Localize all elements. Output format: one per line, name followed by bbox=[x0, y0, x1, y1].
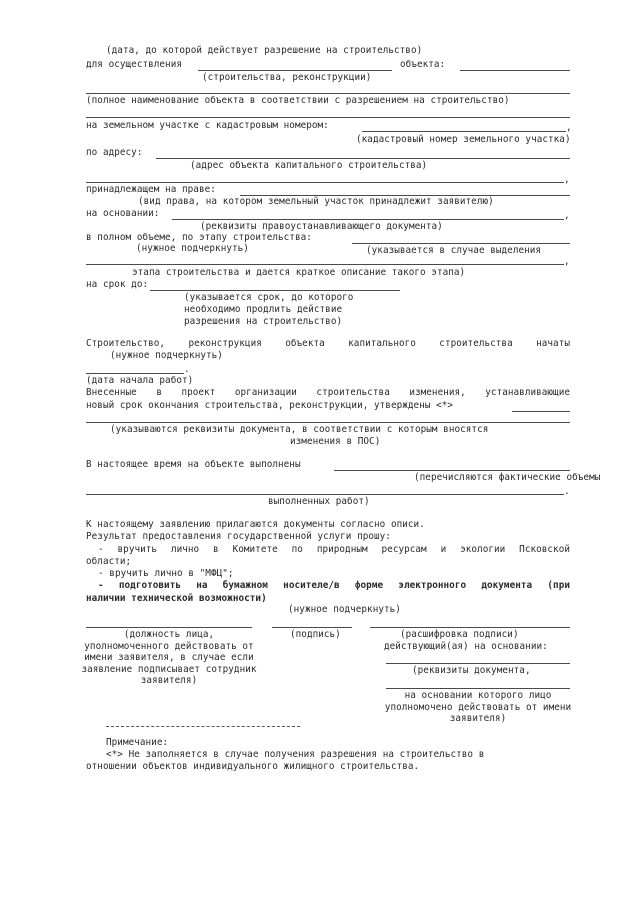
option-3-line-1[interactable]: - подготовить на бумажном носителе/в форме электронного документа (при bbox=[98, 580, 570, 591]
cadastral-caption: (кадастровый номер земельного участка) bbox=[356, 134, 571, 145]
address-prefix: по адресу: bbox=[86, 147, 143, 158]
position-line[interactable] bbox=[86, 627, 252, 628]
purpose-line[interactable] bbox=[198, 70, 392, 71]
stage-caption-2: этапа строительства и дается краткое описание такого этапа) bbox=[132, 267, 466, 278]
option-1-line-1[interactable]: - вручить лично в Комитете по природным ресурсам и экологии Псковской bbox=[98, 544, 570, 555]
sign-caption: (подпись) bbox=[290, 629, 341, 640]
basis-caption: (реквизиты правоустанавливающего документа) bbox=[200, 221, 443, 232]
address-caption: (адрес объекта капитального строительства) bbox=[190, 160, 428, 171]
done-comma: . bbox=[564, 486, 570, 497]
changes-line[interactable] bbox=[512, 411, 570, 412]
started-line: Строительство, реконструкция объекта капитального строительства начаты bbox=[86, 338, 570, 349]
cadastral-prefix: на земельном участке с кадастровым номером: bbox=[86, 120, 329, 131]
address-line[interactable] bbox=[156, 158, 570, 159]
doc-basis-caption: на основании которого лицо уполномочено действовать от имени заявителя) bbox=[384, 690, 572, 724]
purpose-object-line[interactable] bbox=[460, 70, 570, 71]
purpose-prefix: для осуществления bbox=[86, 59, 183, 70]
object-name-line[interactable] bbox=[86, 93, 570, 94]
doc-line[interactable] bbox=[386, 688, 570, 689]
decode-caption: (расшифровка подписи) bbox=[400, 629, 519, 640]
term-caption-3: разрешения на строительство) bbox=[184, 316, 343, 327]
note-separator bbox=[106, 726, 300, 727]
cadastral-line[interactable] bbox=[362, 131, 566, 132]
volume-underline-caption: (нужное подчеркнуть) bbox=[136, 243, 249, 254]
docs-caption-2: изменения в ПОС) bbox=[290, 436, 381, 447]
done-caption-1: (перечисляются фактические объемы bbox=[414, 472, 601, 483]
done-prefix: В настоящее время на объекте выполнены bbox=[86, 459, 301, 470]
changes-line-2: новый срок окончания строительства, реконструкции, утверждены <*> bbox=[86, 400, 454, 411]
address-line-2[interactable] bbox=[86, 182, 564, 183]
started-underline-caption: (нужное подчеркнуть) bbox=[110, 350, 223, 361]
term-prefix: на срок до: bbox=[86, 279, 149, 290]
purpose-caption: (строительства, реконструкции) bbox=[202, 72, 372, 83]
term-caption-2: необходимо продлить действие bbox=[184, 304, 343, 315]
term-line[interactable] bbox=[150, 290, 400, 291]
option-1-line-2: области; bbox=[86, 556, 132, 567]
done-caption-2: выполненных работ) bbox=[268, 496, 370, 507]
volume-text: в полном объеме, по этапу строительства: bbox=[86, 232, 312, 243]
basis-comma: , bbox=[564, 210, 570, 221]
stage-line[interactable] bbox=[352, 243, 570, 244]
position-caption: (должность лица, уполномоченного действовать от имени заявителя, в случае если заявление подписывает сотрудник заявителя) bbox=[81, 629, 257, 686]
option-3-line-2: наличии технической возможности) bbox=[86, 593, 267, 604]
note-title: Примечание: bbox=[106, 737, 169, 748]
sign-line[interactable] bbox=[272, 627, 352, 628]
address-comma: , bbox=[564, 174, 570, 185]
docs-caption-1: (указываются реквизиты документа, в соответствии с которым вносятся bbox=[110, 424, 489, 435]
attached-line: К настоящему заявлению прилагаются документы согласно описи. bbox=[86, 519, 425, 530]
attachments-underline-caption: (нужное подчеркнуть) bbox=[288, 604, 401, 615]
object-name-caption: (полное наименование объекта в соответствии с разрешением на строительство) bbox=[86, 95, 510, 106]
done-line[interactable] bbox=[334, 470, 570, 471]
object-name-line-2[interactable] bbox=[86, 117, 570, 118]
cadastral-comma: , bbox=[566, 122, 572, 133]
start-date-caption: (дата начала работ) bbox=[86, 375, 194, 386]
owned-prefix: принадлежащем на праве: bbox=[86, 184, 216, 195]
right-caption: (вид права, на котором земельный участок принадлежит заявителю) bbox=[138, 196, 494, 207]
basis-line[interactable] bbox=[172, 219, 564, 220]
start-date-line[interactable] bbox=[86, 373, 184, 374]
changes-docs-line[interactable] bbox=[86, 422, 570, 423]
acting-line[interactable] bbox=[386, 663, 570, 664]
changes-line-1: Внесенные в проект организации строительства изменения, устанавливающие bbox=[86, 387, 570, 398]
start-date-dot: . bbox=[184, 364, 190, 375]
result-line: Результат предоставления государственной услуги прошу: bbox=[86, 531, 391, 542]
stage-caption-1: (указывается в случае выделения bbox=[366, 245, 542, 256]
acting-on: действующий(ая) на основании: bbox=[384, 641, 548, 652]
note-text-1: <*> Не заполняется в случае получения разрешения на строительство в bbox=[106, 749, 485, 760]
date-valid-caption: (дата, до которой действует разрешение на строительство) bbox=[106, 45, 423, 56]
doc-requisites: (реквизиты документа, bbox=[412, 665, 531, 676]
basis-prefix: на основании: bbox=[86, 208, 160, 219]
stage-line-2[interactable] bbox=[86, 264, 564, 265]
decode-line[interactable] bbox=[370, 627, 570, 628]
note-text-2: отношении объектов индивидуального жилищного строительства. bbox=[86, 761, 420, 772]
purpose-suffix: объекта: bbox=[400, 59, 446, 70]
term-caption-1: (указывается срок, до которого bbox=[184, 292, 354, 303]
done-line-2[interactable] bbox=[86, 494, 564, 495]
option-2[interactable]: - вручить лично в "МФЦ"; bbox=[98, 568, 234, 579]
stage-comma: , bbox=[564, 256, 570, 267]
